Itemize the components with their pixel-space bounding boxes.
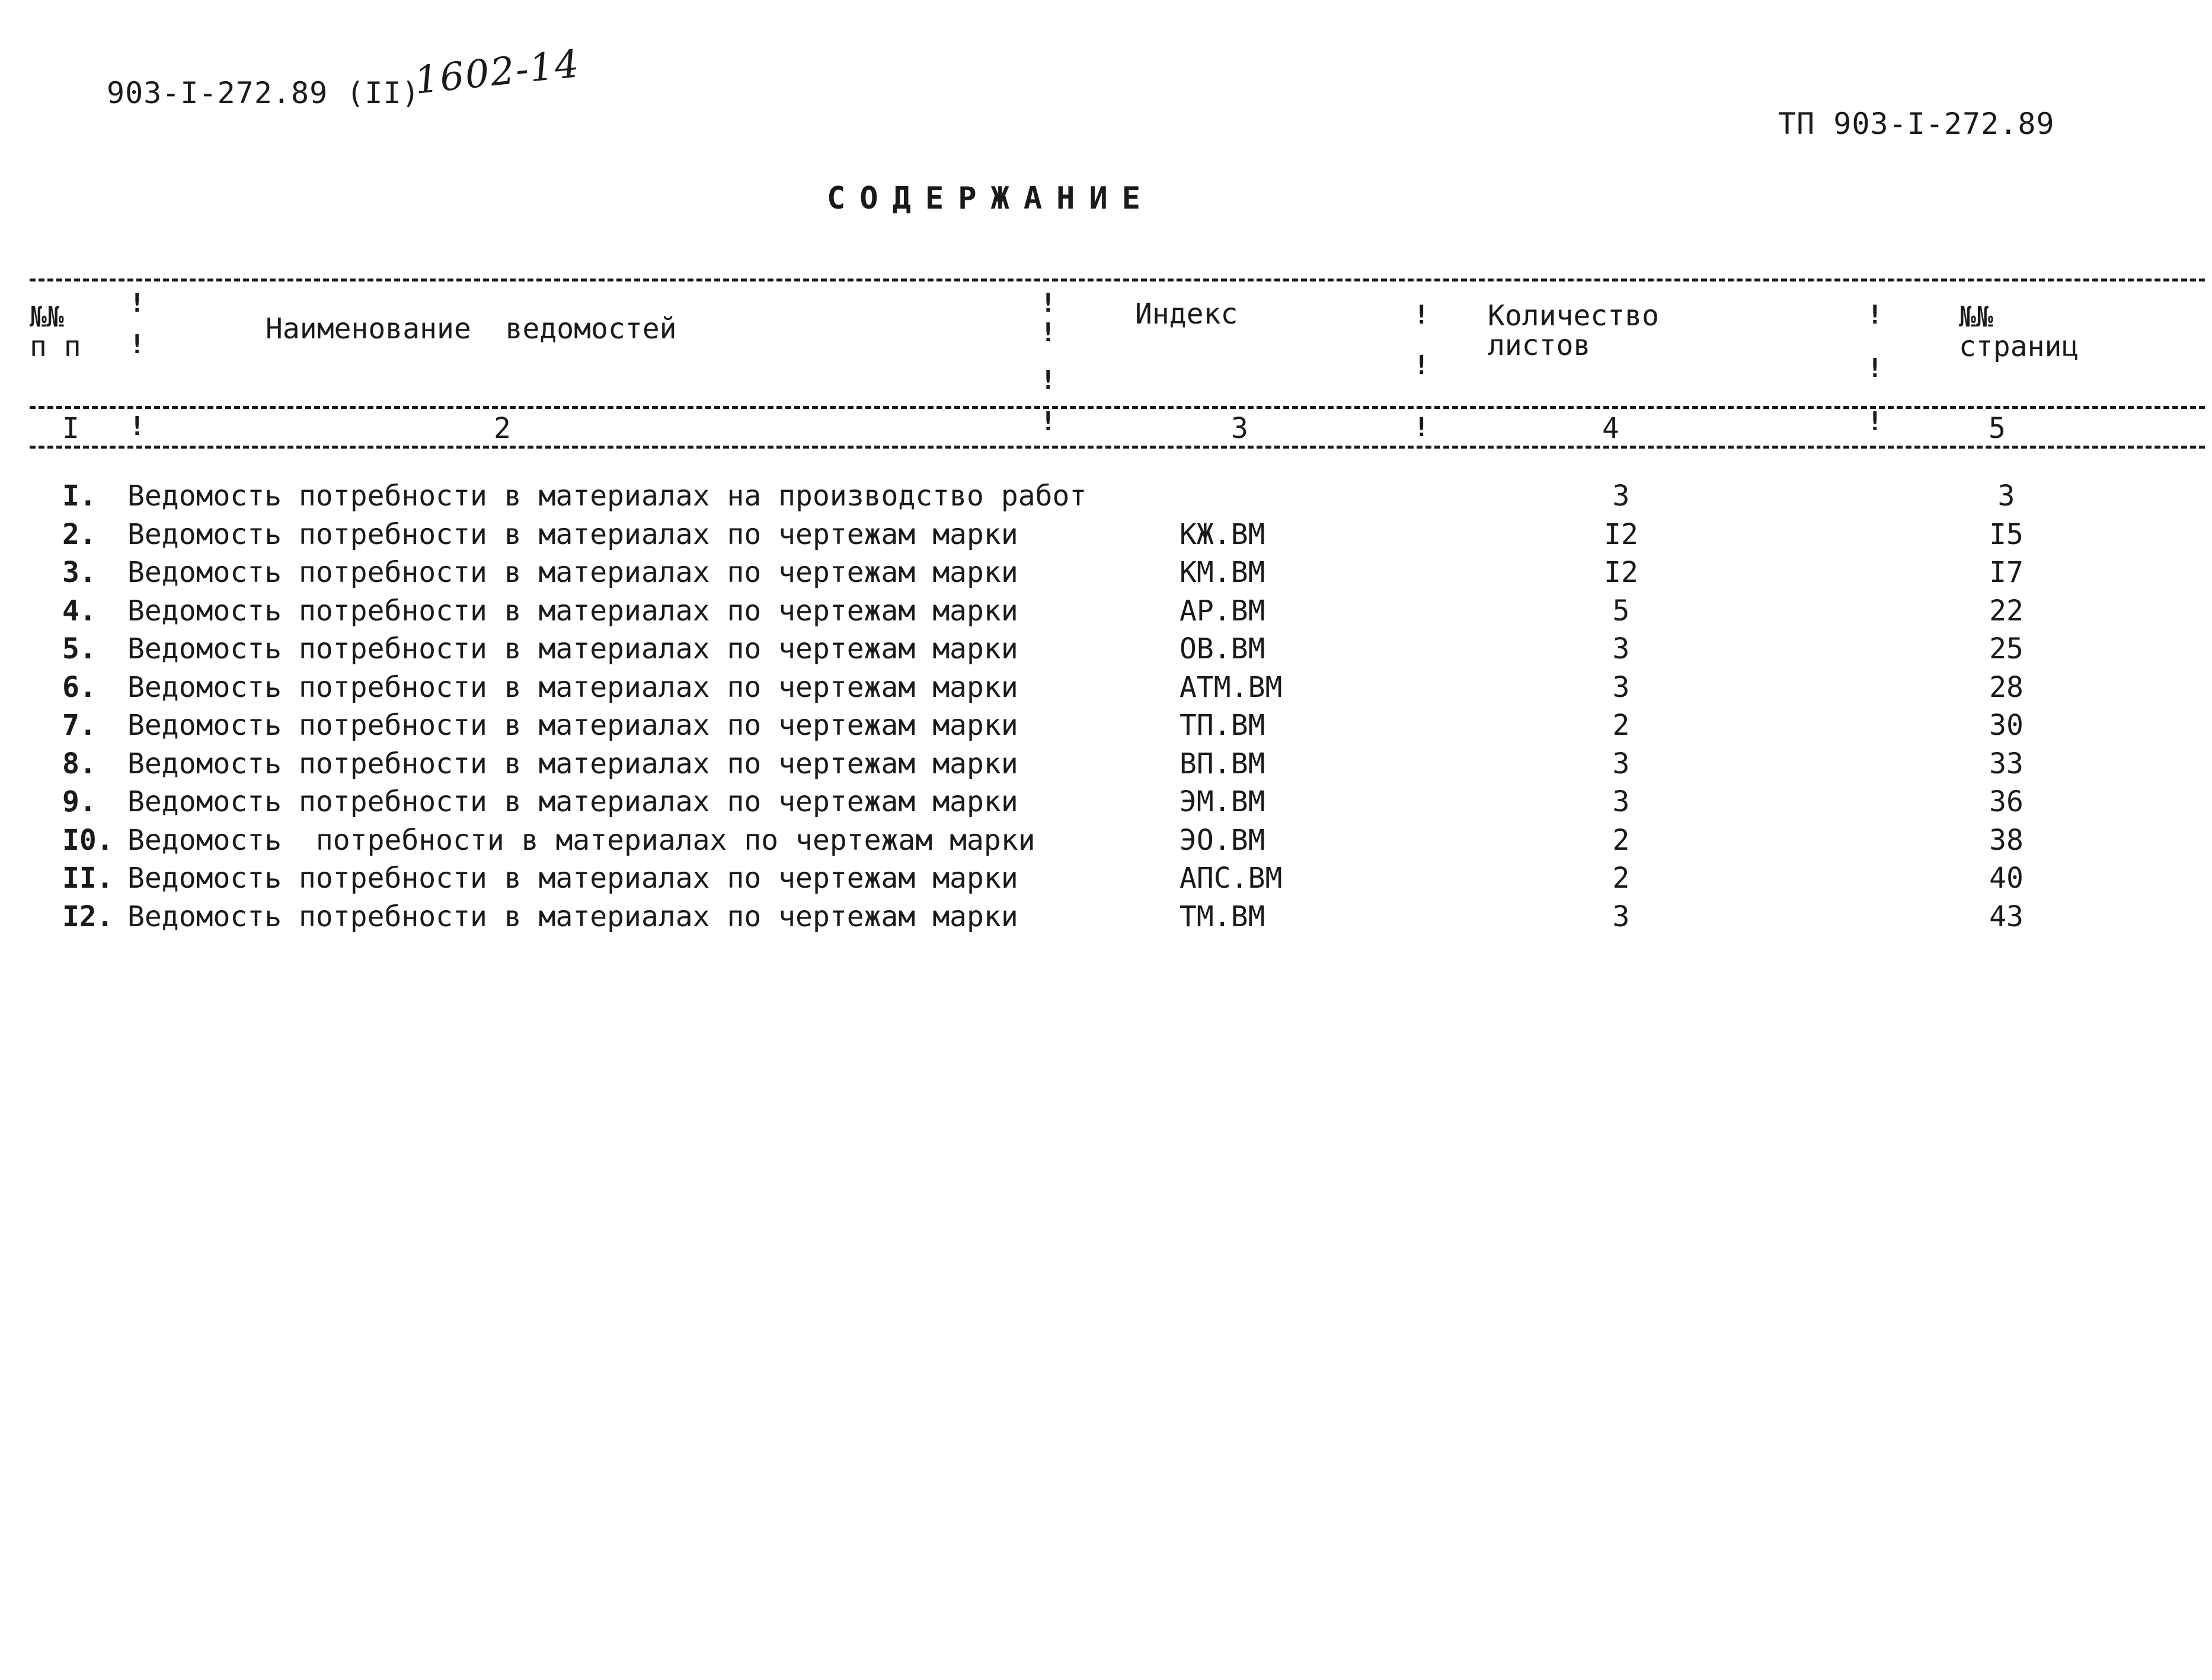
table-row (0, 783, 2212, 821)
row-pages: I7 (1989, 556, 2024, 589)
column-separator: ! (129, 411, 145, 441)
row-pages: 40 (1989, 862, 2024, 895)
column-separator: ! (129, 329, 145, 360)
header-sheets-line1: Количество (1488, 299, 1659, 332)
row-name: Ведомость потребности в материалах по чертежам марки (127, 747, 1018, 780)
table-row (0, 630, 2212, 668)
row-index: ОВ.ВМ (1179, 632, 1265, 665)
row-number: 9. (62, 785, 97, 818)
column-number: 3 (1231, 412, 1248, 445)
column-number: 5 (1989, 412, 2006, 445)
row-pages: I5 (1989, 517, 2024, 551)
row-pages: 38 (1989, 823, 2024, 857)
row-number: 7. (62, 709, 97, 742)
header-index-line1: Индекс (1135, 297, 1238, 331)
table-row (0, 821, 2212, 860)
column-separator: ! (1867, 353, 1883, 383)
row-name: Ведомость потребности в материалах на производство работ (127, 479, 1087, 513)
row-number: 6. (62, 670, 97, 704)
row-name: Ведомость потребности в материалах по чертежам марки (127, 670, 1018, 704)
table-row (0, 516, 2212, 554)
table-row (0, 706, 2212, 745)
row-pages: 30 (1989, 709, 2024, 742)
row-sheets: 3 (1612, 785, 1630, 818)
row-sheets: 2 (1612, 823, 1630, 857)
row-sheets: 3 (1612, 900, 1630, 933)
row-name: Ведомость потребности в материалах по чертежам марки (127, 517, 1018, 551)
row-name: Ведомость потребности в материалах по чертежам марки (127, 785, 1018, 818)
column-number: 2 (494, 412, 511, 445)
row-pages: 22 (1989, 594, 2024, 628)
header-pages-line1: №№ (1959, 300, 1993, 334)
row-pages: 3 (1997, 479, 2015, 513)
row-index: АР.ВМ (1179, 594, 1265, 628)
row-name: Ведомость потребности в материалах по чертежам марки (127, 862, 1018, 895)
contents-table-body (0, 477, 2212, 936)
table-row (0, 592, 2212, 631)
row-name: Ведомость потребности в материалах по чертежам марки (127, 632, 1018, 665)
column-separator: ! (1414, 300, 1430, 330)
header-name-line1: Наименование ведомостей (266, 312, 677, 345)
column-separator: ! (129, 288, 145, 318)
row-number: 8. (62, 747, 97, 780)
row-index: ТП.ВМ (1179, 709, 1265, 742)
row-sheets: 3 (1612, 670, 1630, 704)
row-pages: 43 (1989, 900, 2024, 933)
header-num-line2: п п (30, 330, 81, 363)
column-separator: ! (1040, 318, 1056, 348)
table-row (0, 745, 2212, 783)
header-num (30, 302, 81, 361)
project-code: ТП 903-I-272.89 (1778, 107, 2055, 141)
row-number: II. (62, 862, 114, 895)
row-number: 5. (62, 632, 97, 665)
column-numbers-bottom-rule (30, 446, 2205, 449)
column-separator: ! (1867, 300, 1883, 330)
page-title: СОДЕРЖАНИЕ (827, 181, 1155, 216)
header-sheets-line2: листов (1488, 329, 1591, 362)
row-number: I. (62, 479, 97, 513)
row-number: I0. (62, 823, 114, 857)
header-index (1135, 299, 1238, 329)
row-sheets: 5 (1612, 594, 1630, 628)
row-sheets: 3 (1612, 632, 1630, 665)
row-name: Ведомость потребности в материалах по чертежам марки (127, 709, 1018, 742)
column-separator: ! (1867, 407, 1883, 437)
table-row (0, 859, 2212, 898)
row-index: ЭМ.ВМ (1179, 785, 1265, 818)
row-number: 4. (62, 594, 97, 628)
row-index: ВП.ВМ (1179, 747, 1265, 780)
handwritten-note: 1602-14 (413, 41, 583, 103)
row-name: Ведомость потребности в материалах по чертежам марки (127, 900, 1018, 933)
row-sheets: 2 (1612, 862, 1630, 895)
row-index: КМ.ВМ (1179, 556, 1265, 589)
header-pages-line2: страниц (1959, 330, 2079, 363)
row-number: I2. (62, 900, 114, 933)
table-top-rule (30, 279, 2205, 281)
column-separator: ! (1040, 288, 1056, 318)
row-number: 2. (62, 517, 97, 551)
row-index: АПС.ВМ (1179, 862, 1283, 895)
column-separator: ! (1040, 407, 1056, 437)
header-pages (1959, 302, 2079, 361)
row-pages: 25 (1989, 632, 2024, 665)
header-num-line1: №№ (30, 300, 64, 334)
row-number: 3. (62, 556, 97, 589)
row-pages: 33 (1989, 747, 2024, 780)
row-index: АТМ.ВМ (1179, 670, 1283, 704)
row-sheets: 3 (1612, 747, 1630, 780)
table-row (0, 553, 2212, 592)
row-pages: 28 (1989, 670, 2024, 704)
row-name: Ведомость потребности в материалах по чертежам марки (127, 823, 1035, 857)
row-sheets: 3 (1612, 479, 1630, 513)
row-pages: 36 (1989, 785, 2024, 818)
row-name: Ведомость потребности в материалах по чертежам марки (127, 556, 1018, 589)
column-number: I (62, 412, 79, 445)
column-separator: ! (1040, 365, 1056, 395)
row-index: ЭО.ВМ (1179, 823, 1265, 857)
header-name (266, 314, 677, 344)
document-code: 903-I-272.89 (II) (107, 76, 420, 110)
row-sheets: I2 (1604, 556, 1638, 589)
table-row (0, 477, 2212, 516)
column-separator: ! (1414, 412, 1430, 443)
table-row (0, 898, 2212, 936)
row-name: Ведомость потребности в материалах по чертежам марки (127, 594, 1018, 628)
row-sheets: 2 (1612, 709, 1630, 742)
column-separator: ! (1414, 350, 1430, 380)
header-sheets (1488, 301, 1659, 360)
row-index: КЖ.ВМ (1179, 517, 1265, 551)
row-index: ТМ.ВМ (1179, 900, 1265, 933)
table-row (0, 668, 2212, 707)
row-sheets: I2 (1604, 517, 1638, 551)
column-number: 4 (1602, 412, 1619, 445)
